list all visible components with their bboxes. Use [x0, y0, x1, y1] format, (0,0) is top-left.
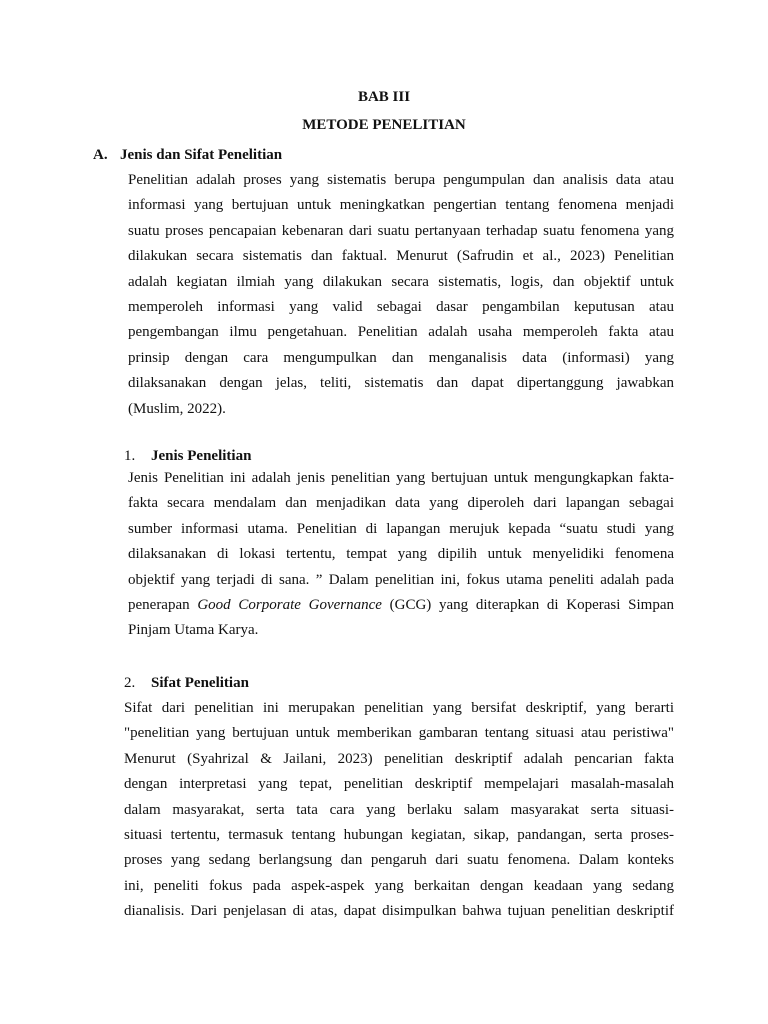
- italic-term: Good Corporate Governance: [197, 596, 382, 613]
- subsection-1-title: Jenis Penelitian: [151, 448, 252, 464]
- chapter-number: BAB III: [357, 89, 411, 105]
- section-a-paragraph: [128, 168, 674, 422]
- section-a-title: Jenis dan Sifat Penelitian: [120, 147, 283, 163]
- paragraph-line: Pinjam Utama Karya.: [128, 622, 259, 639]
- subsection-1-heading: [124, 446, 251, 466]
- chapter-title: METODE PENELITIAN: [302, 117, 466, 133]
- paragraph-line: pengembangan ilmu pengetahuan. Penelitian adalah usaha memperoleh fakta atau: [128, 324, 674, 341]
- paragraph-line: dilaksanakan dengan jelas, teliti, sistematis dan dapat dipertanggung jawabkan: [128, 375, 674, 392]
- paragraph-line: dilaksanakan di lokasi tertentu, tempat yang dipilih untuk menyelidiki fenomena: [128, 546, 674, 563]
- paragraph-line: Sifat dari penelitian ini merupakan penelitian yang bersifat deskriptif, yang berarti: [124, 700, 674, 716]
- subsection-1-paragraph: [128, 466, 674, 644]
- paragraph-line: Jenis Penelitian ini adalah jenis penelitian yang bertujuan untuk mengungkapkan fakta-: [128, 470, 674, 486]
- section-a-heading: [93, 145, 282, 165]
- paragraph-line: dilakukan secara sistematis dan faktual. Menurut (Safrudin et al., 2023) Penelitian: [128, 248, 674, 265]
- paragraph-line: informasi yang bertujuan untuk meningkatkan pengertian tentang fenomena menjadi: [128, 197, 674, 214]
- paragraph-line: objektif yang terjadi di sana. ” Dalam penelitian ini, fokus utama peneliti adalah pada: [128, 571, 674, 588]
- subsection-2-number: 2.: [124, 675, 136, 691]
- paragraph-line: Penelitian adalah proses yang sistematis berupa pengumpulan dan analisis data atau: [128, 172, 674, 188]
- paragraph-line: dianalisis. Dari penjelasan di atas, dapat disimpulkan bahwa tujuan penelitian deskriptif: [124, 903, 674, 920]
- paragraph-line: proses yang sedang berlangsung dan pengaruh dari suatu fenomena. Dalam konteks: [124, 852, 674, 869]
- paragraph-line: (Muslim, 2022).: [128, 400, 226, 417]
- paragraph-line: situasi tertentu, termasuk tentang hubungan kegiatan, sikap, pandangan, serta proses-: [124, 826, 674, 843]
- paragraph-line: sumber informasi utama. Penelitian di lapangan merujuk kepada “suatu studi yang: [128, 520, 674, 537]
- line-text: penerapan: [128, 596, 198, 613]
- paragraph-line: fakta secara mendalam dan menjadikan data yang diperoleh dari lapangan sebagai: [128, 495, 674, 512]
- line-text: (GCG) yang diterapkan di Koperasi Simpan: [381, 596, 674, 613]
- paragraph-line: Menurut (Syahrizal & Jailani, 2023) penelitian deskriptif adalah pencarian fakta: [124, 750, 674, 767]
- subsection-2-paragraph: [124, 696, 674, 925]
- paragraph-line: dalam masyarakat, serta tata cara yang berlaku salam masyarakat serta situasi-: [124, 801, 674, 818]
- paragraph-line: adalah kegiatan ilmiah yang dilakukan secara sistematis, logis, dan objektif untuk: [128, 273, 674, 290]
- paragraph-line: [128, 593, 674, 618]
- paragraph-line: "penelitian yang bertujuan untuk memberikan gambaran tentang situasi atau peristiwa": [124, 725, 674, 742]
- paragraph-line: prinsip dengan cara mengumpulkan dan menganalisis data (informasi) yang: [128, 349, 674, 366]
- paragraph-line: ini, peneliti fokus pada aspek-aspek yang berkaitan dengan keadaan yang sedang: [124, 877, 674, 894]
- section-a-letter: A.: [93, 147, 108, 163]
- subsection-2-title: Sifat Penelitian: [151, 675, 249, 691]
- paragraph-line: dengan interpretasi yang tepat, penelitian deskriptif mempelajari masalah-masalah: [124, 776, 674, 793]
- subsection-2-heading: [124, 673, 249, 693]
- paragraph-line: memperoleh informasi yang valid sebagai dasar pengambilan keputusan atau: [128, 298, 674, 315]
- subsection-1-number: 1.: [124, 448, 136, 464]
- paragraph-line: suatu proses pencapaian kebenaran dari suatu pertanyaan terhadap suatu fenomena yang: [128, 222, 674, 239]
